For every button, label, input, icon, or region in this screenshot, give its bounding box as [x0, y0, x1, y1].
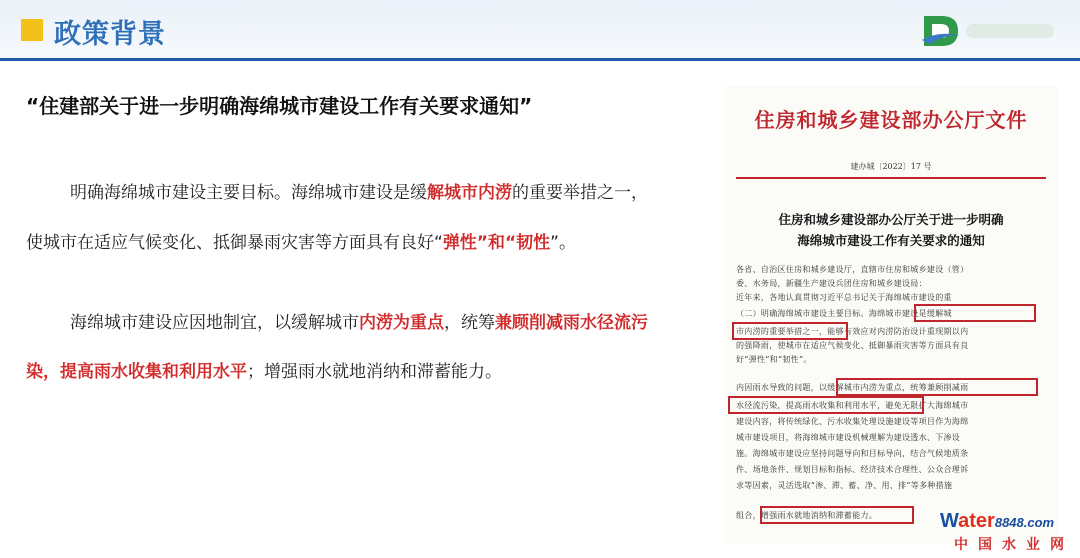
- watermark-w: W: [940, 510, 959, 532]
- highlight-text: 弹性”和“韧性: [442, 233, 551, 253]
- document-text-line: 好“弹性”和“韧性”。: [736, 355, 812, 364]
- document-red-rule: [736, 177, 1046, 179]
- text-segment: 使城市在适应气候变化、抵御暴雨灾害等方面具有良好“: [26, 233, 443, 253]
- title-square-icon: [21, 19, 43, 41]
- watermark-number: 8848: [994, 515, 1024, 530]
- highlight-text: 内涝为重点: [359, 313, 444, 333]
- text-segment: 海绵城市建设应因地制宜，以缓解城市: [70, 313, 359, 333]
- document-text-line: 水径流污染，提高雨水收集和利用水平，避免无限扩大海绵城市: [736, 401, 969, 410]
- logo-faded-text: [966, 24, 1054, 38]
- highlight-box: [836, 378, 1038, 396]
- highlight-box: [732, 322, 848, 340]
- document-header: 住房和城乡建设部办公厅文件: [754, 108, 1028, 132]
- text-segment: ”。: [550, 233, 576, 253]
- header-divider: [0, 58, 1080, 61]
- document-title-line-2: 海绵城市建设工作有关要求的通知: [797, 233, 985, 248]
- document-text-line: （二）明确海绵城市建设主要目标。海绵城市建设是缓解城: [736, 309, 952, 318]
- paragraph-2-line-2: [26, 357, 502, 382]
- highlight-text: 染，提高雨水收集和利用水平: [26, 362, 247, 382]
- document-text-line: 各省、自治区住房和城乡建设厅，直辖市住房和城乡建设（管）: [736, 265, 969, 274]
- text-segment: 的重要举措之一，: [512, 183, 648, 203]
- document-text-line: 近年来，各地认真贯彻习近平总书记关于海绵城市建设的重: [736, 293, 952, 302]
- watermark-domain: .com: [1023, 515, 1055, 530]
- document-text-line: 施。海绵城市建设应坚持问题导向和目标导向，结合气候地质条: [736, 449, 969, 458]
- page-title: 政策背景: [54, 19, 166, 50]
- document-image: [724, 86, 1058, 544]
- paragraph-1-line-1: [70, 178, 648, 203]
- highlight-text: 兼顾削减雨水径流污: [495, 313, 648, 333]
- highlight-box: [760, 506, 914, 524]
- document-title-line-1: 住房和城乡建设部办公厅关于进一步明确: [778, 212, 1004, 227]
- paragraph-1-line-2: [26, 228, 576, 253]
- document-text-line: 求等因素，灵活选取“渗、滞、蓄、净、用、排”等多种措施: [736, 481, 953, 490]
- document-number: 建办城〔2022〕17 号: [850, 162, 932, 171]
- highlight-box: [728, 396, 924, 414]
- notice-title: “住建部关于进一步明确海绵城市建设工作有关要求通知”: [26, 94, 533, 118]
- text-segment: ；增强雨水就地消纳和滞蓄能力。: [247, 362, 502, 382]
- document-text-line: 内因雨水导致的问题，以缓解城市内涝为重点，统筹兼顾削减雨: [736, 383, 969, 392]
- paragraph-2-line-1: [70, 308, 648, 333]
- document-text-line: 城市建设项目，将海绵城市建设机械理解为建设透水、下渗设: [736, 433, 961, 442]
- document-text-line: 件、场地条件、规划目标和指标、经济技术合理性、公众合理诉: [736, 465, 969, 474]
- text-segment: ，统筹: [444, 313, 495, 333]
- document-text-line: 建设内容，将传统绿化、污水收集处理设施建设等项目作为海绵: [736, 417, 969, 426]
- document-text-line: 市内涝的重要举措之一，能够有效应对内涝防治设计重现期以内: [736, 327, 969, 336]
- logo: [920, 10, 1060, 52]
- document-text-line: 组合，增强雨水就地消纳和滞蓄能力。: [736, 511, 878, 520]
- watermark-logo: [940, 510, 1074, 554]
- document-text-line: 的强降雨，使城市在适应气候变化、抵御暴雨灾害等方面具有良: [736, 341, 969, 350]
- text-segment: 明确海绵城市建设主要目标。海绵城市建设是缓: [70, 183, 427, 203]
- highlight-text: 解城市内涝: [427, 183, 512, 203]
- watermark-brand: [940, 510, 1054, 533]
- watermark-chinese: 中国水业网: [954, 537, 1074, 553]
- document-text-line: 委、水务局，新疆生产建设兵团住房和城乡建设局：: [736, 279, 927, 288]
- watermark-ater: ater: [958, 510, 995, 532]
- highlight-box: [914, 304, 1036, 322]
